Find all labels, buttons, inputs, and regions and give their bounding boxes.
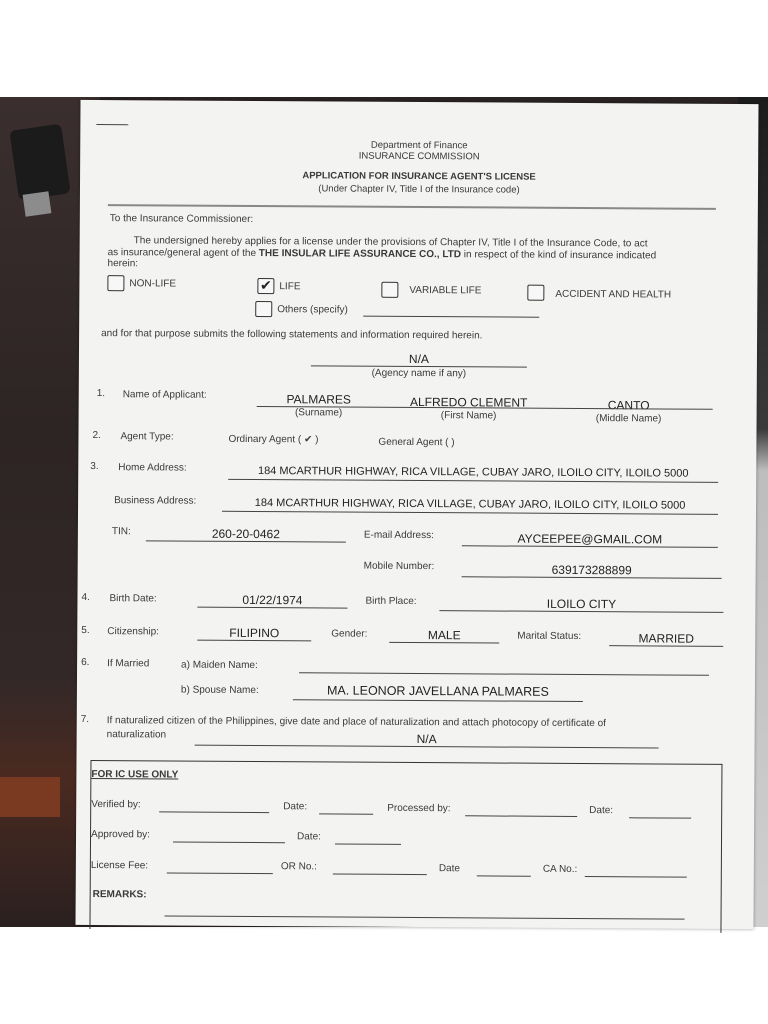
remarks-line[interactable] <box>165 915 685 919</box>
name-of-applicant-label: Name of Applicant: <box>122 389 207 401</box>
agency-name-label: (Agency name if any) <box>371 367 467 380</box>
general-agent-option[interactable]: General Agent ( ) <box>378 436 455 449</box>
approved-by-line[interactable] <box>173 842 285 844</box>
ca-no-line[interactable] <box>585 876 687 878</box>
maiden-name-label: a) Maiden Name: <box>181 659 258 672</box>
item-number-7: 7. <box>80 713 90 726</box>
home-address-line <box>228 479 718 483</box>
form-title: APPLICATION FOR INSURANCE AGENT'S LICENSE <box>302 170 536 183</box>
approved-date-label: Date: <box>296 831 321 843</box>
verified-date-label: Date: <box>283 801 308 813</box>
item-number-4: 4. <box>81 591 90 604</box>
ca-no-label: CA No.: <box>542 863 578 875</box>
home-address-value: 184 MCARTHUR HIGHWAY, RICA VILLAGE, CUBAY JARO, ILOILO CITY, ILOILO 5000 <box>257 465 689 480</box>
first-name-label: (First Name) <box>440 410 497 422</box>
processed-by-line[interactable] <box>465 815 577 817</box>
usb-drive <box>9 124 70 201</box>
naturalized-text-2: naturalization <box>106 729 167 741</box>
marital-status-value: MARRIED <box>638 631 694 646</box>
item-number-6: 6. <box>81 656 90 669</box>
others-checkbox[interactable] <box>255 301 272 317</box>
header-divider <box>108 204 716 210</box>
others-specify-line[interactable] <box>363 316 539 318</box>
spouse-name-line <box>293 699 583 702</box>
accident-health-label: ACCIDENT AND HEALTH <box>555 288 672 301</box>
tin-label: TIN: <box>111 526 131 538</box>
approved-by-label: Approved by: <box>91 829 151 841</box>
non-life-checkbox[interactable] <box>107 275 124 291</box>
remarks-label: REMARKS: <box>92 889 147 901</box>
mobile-label: Mobile Number: <box>363 560 435 573</box>
license-fee-line[interactable] <box>167 872 273 874</box>
corner-mark <box>96 124 128 125</box>
approved-date-line[interactable] <box>335 844 401 845</box>
verified-date-line[interactable] <box>319 813 373 814</box>
birth-place-value: ILOILO CITY <box>546 596 617 612</box>
tin-line <box>146 540 346 542</box>
citizenship-label: Citizenship: <box>107 626 160 638</box>
ic-use-only-box <box>89 760 722 933</box>
intro-line-3: herein: <box>107 258 139 270</box>
license-fee-label: License Fee: <box>90 860 149 872</box>
first-name-value: ALFREDO CLEMENT <box>409 394 528 410</box>
ordinary-agent-option[interactable]: Ordinary Agent ( ✔ ) <box>228 433 319 446</box>
business-address-value: 184 MCARTHUR HIGHWAY, RICA VILLAGE, CUBAY JARO, ILOILO CITY, ILOILO 5000 <box>254 497 686 512</box>
company-name: THE INSULAR LIFE ASSURANCE CO., LTD <box>258 248 462 261</box>
wood-edge <box>0 777 60 817</box>
form-subtitle: (Under Chapter IV, Title I of the Insurance code) <box>318 183 520 196</box>
ic-use-title: FOR IC USE ONLY <box>91 769 179 781</box>
item-number-1: 1. <box>96 388 106 400</box>
mobile-value: 639173288899 <box>551 562 632 578</box>
others-label: Others (specify) <box>277 304 348 316</box>
verified-by-line[interactable] <box>159 811 269 813</box>
marital-status-line <box>609 645 723 647</box>
processed-date-label: Date: <box>589 805 614 817</box>
license-date-label: Date <box>438 863 460 875</box>
tin-value: 260-20-0462 <box>211 526 280 542</box>
life-checkbox[interactable]: ✔ <box>257 278 274 294</box>
email-value: AYCEEPEE@GMAIL.COM <box>517 531 663 547</box>
spouse-name-value: MA. LEONOR JAVELLANA PALMARES <box>326 683 549 699</box>
email-label: E-mail Address: <box>363 529 434 542</box>
variable-life-label: VARIABLE LIFE <box>409 284 482 297</box>
birth-date-value: 01/22/1974 <box>242 592 303 608</box>
application-form <box>75 100 758 929</box>
business-address-label: Business Address: <box>114 495 197 507</box>
marital-status-label: Marital Status: <box>517 630 582 643</box>
or-no-line[interactable] <box>333 873 427 875</box>
business-address-line <box>222 511 718 515</box>
department-name: Department of Finance <box>370 139 468 152</box>
gender-value: MALE <box>427 628 461 643</box>
item-number-5: 5. <box>81 624 90 637</box>
verified-by-label: Verified by: <box>91 799 141 811</box>
gender-line <box>389 642 499 644</box>
intro-line-1: The undersigned hereby applies for a license under the provisions of Chapter IV, Title I of the Insurance Code, to act <box>133 235 648 250</box>
agent-type-label: Agent Type: <box>120 431 174 443</box>
commission-name: INSURANCE COMMISSION <box>358 150 480 163</box>
email-line <box>462 545 718 548</box>
license-date-line[interactable] <box>477 875 531 876</box>
intro-line-2: as insurance/general agent of the THE INSULAR LIFE ASSURANCE CO., LTD in respect of the kind of insurance indicated <box>107 247 657 262</box>
middle-name-value: CANTO <box>607 398 650 413</box>
home-address-label: Home Address: <box>118 462 187 474</box>
citizenship-line <box>197 640 311 642</box>
salutation: To the Insurance Commissioner: <box>109 213 254 225</box>
processed-date-line[interactable] <box>629 817 691 818</box>
naturalized-text-1: If naturalized citizen of the Philippines, give date and place of naturalization and attach photocopy of certificate of <box>106 715 606 730</box>
life-label: LIFE <box>279 281 301 293</box>
statement-text: and for that purpose submits the following statements and information required herein. <box>101 328 483 342</box>
usb-connector <box>23 191 52 216</box>
middle-name-label: (Middle Name) <box>595 413 662 425</box>
surname-value: PALMARES <box>286 392 351 407</box>
item-number-2: 2. <box>92 430 101 442</box>
variable-life-checkbox[interactable] <box>381 282 398 298</box>
processed-by-label: Processed by: <box>387 802 451 815</box>
birth-date-label: Birth Date: <box>109 593 157 605</box>
agency-name-value: N/A <box>408 351 429 367</box>
gender-label: Gender: <box>331 628 368 640</box>
naturalized-value: N/A <box>416 732 437 747</box>
surname-label: (Surname) <box>294 407 343 419</box>
spouse-name-label: b) Spouse Name: <box>180 684 259 697</box>
non-life-label: NON-LIFE <box>129 278 177 290</box>
accident-health-checkbox[interactable] <box>527 285 544 301</box>
birth-date-line <box>197 607 347 609</box>
item-number-3: 3. <box>90 461 99 473</box>
birth-place-label: Birth Place: <box>365 595 417 607</box>
mobile-line <box>462 576 722 579</box>
or-no-label: OR No.: <box>280 861 318 873</box>
if-married-label: If Married <box>107 658 150 670</box>
maiden-name-line <box>299 672 709 676</box>
citizenship-value: FILIPINO <box>229 625 280 641</box>
